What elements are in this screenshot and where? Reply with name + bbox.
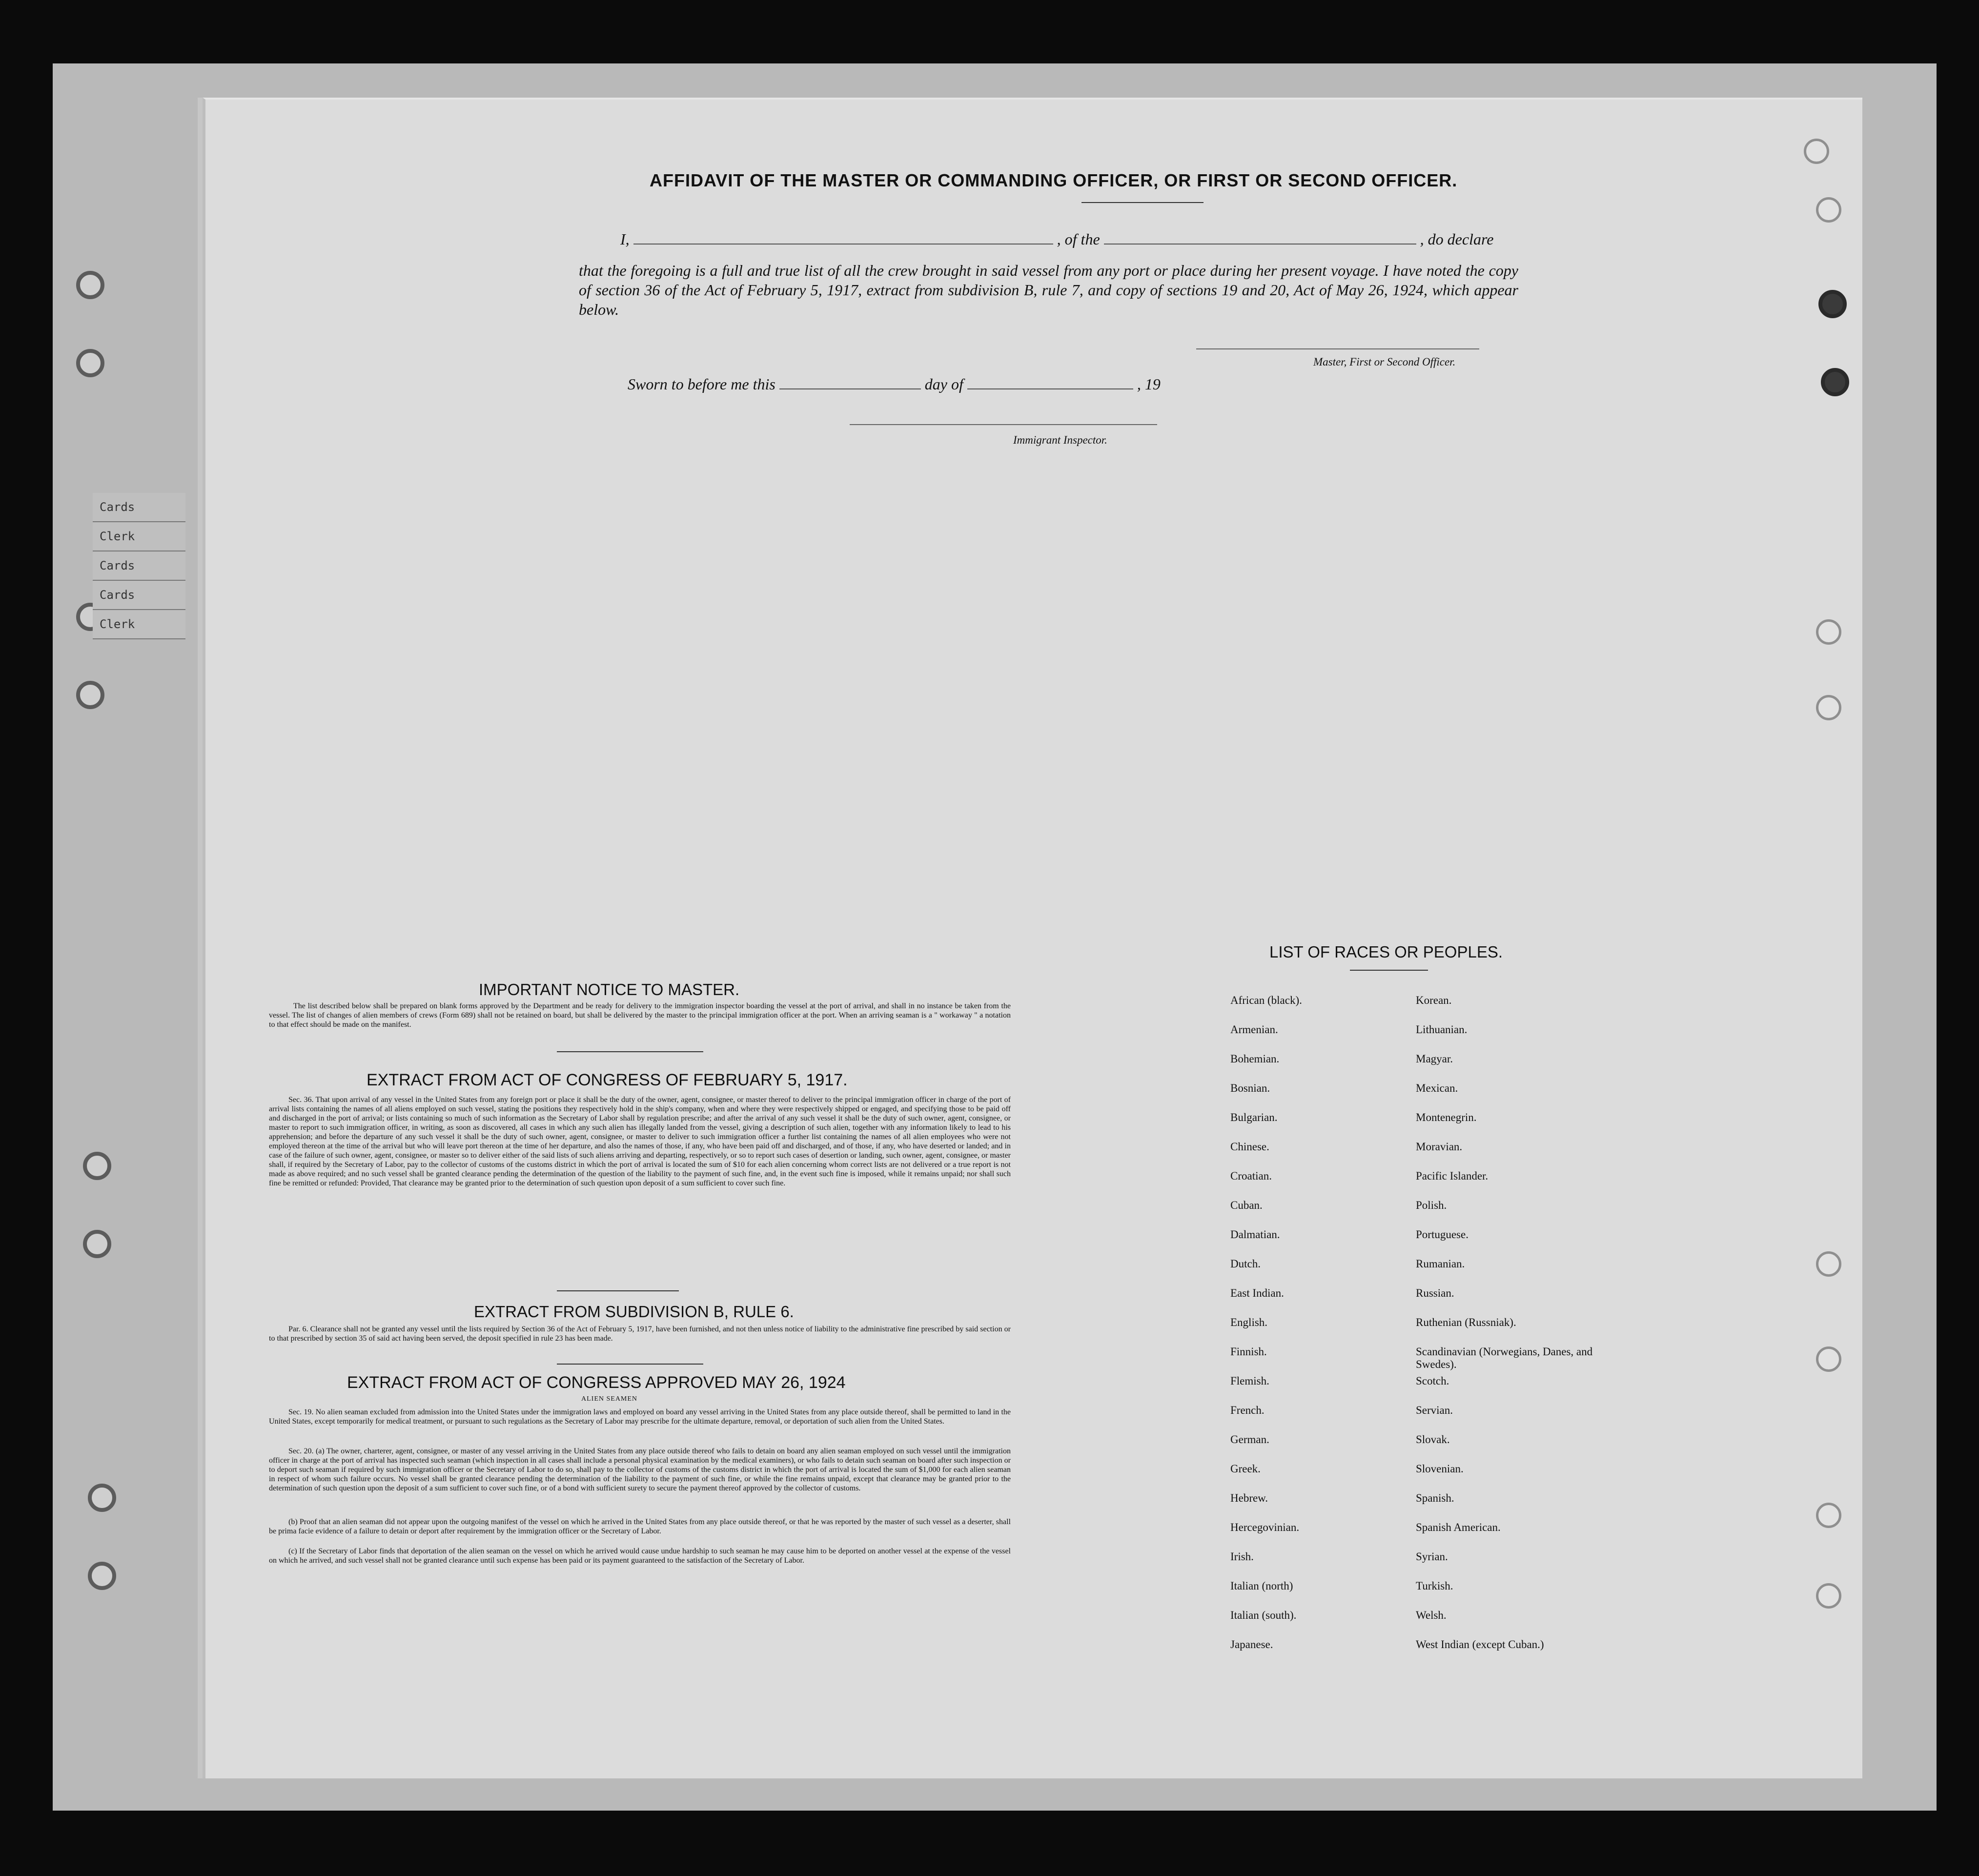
extract-1924-sec19: Sec. 19. No alien seaman excluded from admission into the United States under the immigration laws and employed on board any vessel arriving in the United States from any place outside thereof, shall be permitted to land in the United States, except temporarily for medical treatment, or pursuant to such regulations as the Secretary of Labor may prescribe for the ultimate departure, removal, or deportation of such alien from the United States. xyxy=(269,1408,1011,1426)
divider xyxy=(1350,970,1428,971)
vessel-name-field[interactable] xyxy=(1104,231,1416,245)
race-item: East Indian. xyxy=(1230,1287,1284,1299)
race-item: Korean. xyxy=(1416,994,1452,1006)
race-item: Magyar. xyxy=(1416,1053,1453,1065)
sworn-label: Sworn to before me this xyxy=(628,375,775,393)
race-item: Slovak. xyxy=(1416,1433,1450,1446)
binder-hole-icon xyxy=(76,349,104,377)
extract-1924-subtitle: ALIEN SEAMEN xyxy=(581,1395,638,1403)
side-tab: Cards xyxy=(93,551,185,581)
race-item: Polish. xyxy=(1416,1199,1447,1211)
side-tab: Cards xyxy=(93,493,185,522)
affidavit-declaration-line xyxy=(620,230,1538,248)
affidavit-title: AFFIDAVIT OF THE MASTER OR COMMANDING OFFICER, OR FIRST OR SECOND OFFICER. xyxy=(650,170,1458,190)
binder-hole-icon xyxy=(76,681,104,709)
side-tab: Clerk xyxy=(93,522,185,551)
race-item: Welsh. xyxy=(1416,1609,1447,1621)
punch-hole-icon xyxy=(1816,695,1841,720)
race-item: Chinese. xyxy=(1230,1141,1269,1153)
sworn-day-field[interactable] xyxy=(779,376,921,389)
race-item: Croatian. xyxy=(1230,1170,1272,1182)
side-index-tabs xyxy=(93,493,185,639)
extract-rule6-title: EXTRACT FROM SUBDIVISION B, RULE 6. xyxy=(474,1303,794,1321)
punch-hole-icon xyxy=(1816,619,1841,645)
affidavit-body: that the foregoing is a full and true list of all the crew brought in said vessel from any port or place during her present voyage. I have noted the copy of section 36 of the Act of February 5, 1917, extract from subdivision B, rule 7, and copy of sections 19 and 20, Act of May 26, 1924, which appear below. xyxy=(579,262,1518,318)
signature-line[interactable] xyxy=(1196,348,1479,349)
race-item: Italian (south). xyxy=(1230,1609,1297,1621)
race-item: Servian. xyxy=(1416,1404,1453,1416)
race-item: Bulgarian. xyxy=(1230,1111,1278,1123)
race-item: West Indian (except Cuban.) xyxy=(1416,1638,1544,1651)
extract-1917-title: EXTRACT FROM ACT OF CONGRESS OF FEBRUARY 5, 1917. xyxy=(367,1071,848,1089)
race-item: Scandinavian (Norwegians, Danes, and Swedes). xyxy=(1416,1346,1593,1370)
race-item: Dalmatian. xyxy=(1230,1228,1280,1241)
extract-1924-sec20b: (b) Proof that an alien seaman did not appear upon the outgoing manifest of the vessel on which he arrived in the United States from any place outside thereof, or that he was reported by the master of such vessel as a deserter, shall be prima facie evidence of a failure to detain or deport after requirement by the immigration officer or the Secretary of Labor. xyxy=(269,1518,1011,1535)
extract-1924-sec20c: (c) If the Secretary of Labor finds that deportation of the alien seaman on the vessel on which he arrived would cause undue hardship to such seaman he may cause him to be deported on another vessel at the expense of the vessel on which he arrived, and such vessel shall not be granted clearance until such expense has been paid or its payment guaranteed to the satisfaction of the Secretary of Labor. xyxy=(269,1547,1011,1565)
race-item: Spanish American. xyxy=(1416,1521,1501,1533)
binder-hole-icon xyxy=(83,1230,111,1258)
punch-hole-icon xyxy=(1816,1346,1841,1372)
signature-caption: Master, First or Second Officer. xyxy=(1313,356,1456,368)
divider xyxy=(557,1051,703,1052)
race-item: Mexican. xyxy=(1416,1082,1458,1094)
inspector-signature-line[interactable] xyxy=(850,424,1157,425)
punch-hole-icon xyxy=(1821,368,1849,396)
sworn-month-field[interactable] xyxy=(967,376,1133,389)
race-item: Syrian. xyxy=(1416,1550,1448,1563)
race-item: Armenian. xyxy=(1230,1023,1278,1036)
race-item: Finnish. xyxy=(1230,1346,1267,1358)
vessel-label: , of the xyxy=(1057,230,1100,248)
race-item: Hercegovinian. xyxy=(1230,1521,1300,1533)
race-item: Scotch. xyxy=(1416,1375,1449,1387)
race-item: Pacific Islander. xyxy=(1416,1170,1489,1182)
race-item: Italian (north) xyxy=(1230,1580,1293,1592)
extract-1924-sec20a: Sec. 20. (a) The owner, charterer, agent, consignee, or master of any vessel arriving in the United States from any place outside thereof who fails to detain on board any alien seaman employed on such vessel until the immigration officer in charge at the port of arrival has inspected such seaman (which inspection in all cases shall include a personal physical examination by the medical examiners), or who fails to detain such seaman on board after such inspection or to deport such seaman if required by such immigration officer or the Secretary of Labor to do so, shall pay to the collector of customs of the customs district in which the port of arrival is located the sum of $1,000 for each alien seaman in respect of whom such failure occurs. No vessel shall be granted clearance pending the determination of the liability to the payment of such fine, or while the fine remains unpaid, except that clearance may be granted prior to the determination of such question upon the deposit of a sum sufficient to cover such fine, or of a bond with sufficient surety to secure the payment thereof approved by the collector of customs. xyxy=(269,1447,1011,1492)
punch-hole-icon xyxy=(1816,1251,1841,1277)
binder-hole-icon xyxy=(83,1152,111,1180)
punch-hole-icon xyxy=(1818,290,1847,318)
day-of-label: day of xyxy=(924,375,963,393)
declarant-label: I, xyxy=(620,230,630,248)
declare-label: , do declare xyxy=(1420,230,1494,248)
side-tab: Clerk xyxy=(93,610,185,639)
race-item: French. xyxy=(1230,1404,1265,1416)
divider xyxy=(557,1364,703,1365)
punch-hole-icon xyxy=(1816,1583,1841,1609)
race-item: Rumanian. xyxy=(1416,1258,1465,1270)
sworn-line xyxy=(628,375,1311,393)
notice-body: The list described below shall be prepared on blank forms approved by the Department and be ready for delivery to the immigration inspector boarding the vessel at the port of arrival, and shall in no instance be taken from the vessel. The list of changes of alien members of crews (Form 689) shall not be retained on board, but shall be delivered by the master to the principal immigration officer at the port. When an arriving seaman is a " workaway " a notation to that effect should be made on the manifest. xyxy=(269,1002,1011,1029)
notice-title: IMPORTANT NOTICE TO MASTER. xyxy=(479,980,740,999)
inspector-caption: Immigrant Inspector. xyxy=(1013,434,1107,446)
race-item: Russian. xyxy=(1416,1287,1454,1299)
race-item: African (black). xyxy=(1230,994,1302,1006)
divider xyxy=(1081,202,1204,203)
binder-hole-icon xyxy=(88,1484,116,1512)
extract-1924-title: EXTRACT FROM ACT OF CONGRESS APPROVED MAY 26, 1924 xyxy=(347,1373,846,1392)
year-label: , 19 xyxy=(1137,375,1161,393)
race-item: Cuban. xyxy=(1230,1199,1263,1211)
race-item: English. xyxy=(1230,1316,1268,1328)
race-item: Japanese. xyxy=(1230,1638,1273,1651)
declarant-name-field[interactable] xyxy=(633,231,1053,245)
extract-1917-body: Sec. 36. That upon arrival of any vessel in the United States from any foreign port or place it shall be the duty of the owner, agent, consignee, or master thereof to deliver to the principal immigration officer in charge of the port of arrival lists containing the names of all aliens employed on such vessel, stating the positions they respectively hold in the ship's company, when and where they were respectively shipped or engaged, and specifying those to be paid off and discharged in the port of arrival; or lists containing so much of such information as the Secretary of Labor shall by regulation prescribe; and after the arrival of any such vessel it shall be the duty of such owner, agent, consignee, or master to report to such immigration officer, in writing, as soon as discovered, all cases in which any such alien has illegally landed from the vessel, giving a description of such alien, together with any information likely to lead to his apprehension; and before the departure of any such vessel it shall be the duty of such owner, agent, consignee, or master to deliver to such immigration officer a further list containing the names of all alien employees who were not employed thereon at the time of the arrival but who will leave port thereon at the time of her departure, and also the names of those, if any, who have been paid off and discharged, and of those, if any, who have deserted or landed; and in case of the failure of such owner, agent, consignee, or master so to deliver either of the said lists of such aliens arriving and departing, respectively, or so to report such cases of desertion or landing, such owner, agent, consignee, or master shall, if required by the Secretary of Labor, pay to the collector of customs of the customs district in which the port of arrival is located the sum of $10 for each alien concerning whom correct lists are not delivered or a true report is not made as above required; and no such vessel shall be granted clearance pending the determination of the question of the liability to the payment of such fine, and, in the event such fine is imposed, while it remains unpaid; nor shall such fine be remitted or refunded: Provided, That clearance may be granted prior to the determination of such question upon deposit of a sum sufficient to cover such fine. xyxy=(269,1096,1011,1187)
race-item: Ruthenian (Russniak). xyxy=(1416,1316,1516,1328)
extract-rule6-body: Par. 6. Clearance shall not be granted any vessel until the lists required by Section 36 of the Act of February 5, 1917, have been furnished, and not then unless notice of liability to the administrative fine prescribed by said section or to that prescribed by section 35 of said act having been served, the deposit specified in rule 23 has been made. xyxy=(269,1325,1011,1343)
races-right-column xyxy=(1416,994,1631,1668)
binder-hole-icon xyxy=(76,271,104,299)
divider xyxy=(557,1290,679,1291)
race-item: Spanish. xyxy=(1416,1492,1454,1504)
race-item: Flemish. xyxy=(1230,1375,1269,1387)
races-title: LIST OF RACES OR PEOPLES. xyxy=(1269,943,1503,961)
race-item: Slovenian. xyxy=(1416,1463,1464,1475)
race-item: Hebrew. xyxy=(1230,1492,1268,1504)
side-tab: Cards xyxy=(93,581,185,610)
races-left-column xyxy=(1230,994,1406,1668)
punch-hole-icon xyxy=(1816,1503,1841,1528)
race-item: Irish. xyxy=(1230,1550,1254,1563)
race-item: Greek. xyxy=(1230,1463,1261,1475)
binder-hole-icon xyxy=(88,1562,116,1590)
race-item: Turkish. xyxy=(1416,1580,1453,1592)
race-item: Lithuanian. xyxy=(1416,1023,1468,1036)
race-item: Montenegrin. xyxy=(1416,1111,1477,1123)
race-item: Portuguese. xyxy=(1416,1228,1469,1241)
punch-hole-icon xyxy=(1816,197,1841,223)
race-item: Dutch. xyxy=(1230,1258,1261,1270)
race-item: Bohemian. xyxy=(1230,1053,1280,1065)
race-item: German. xyxy=(1230,1433,1269,1446)
race-item: Bosnian. xyxy=(1230,1082,1270,1094)
punch-hole-icon xyxy=(1804,139,1829,164)
race-item: Moravian. xyxy=(1416,1141,1463,1153)
form-page xyxy=(203,98,1862,1778)
